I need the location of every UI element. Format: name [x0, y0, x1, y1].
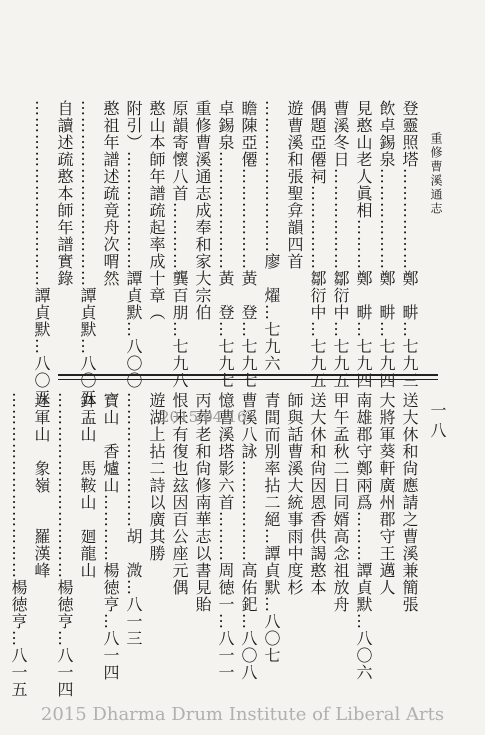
- toc-entry: 卓錫泉…………………黃 登…七九七: [216, 100, 235, 389]
- toc-entry: 附引）…………………譚貞默…八〇〇: [124, 100, 143, 389]
- page-number: 一八: [428, 402, 447, 442]
- toc-entry: ……………………………楊徳亨…八一五: [9, 392, 28, 698]
- toc-entry: 青間而別率拈二絕…譚貞默…八〇七: [262, 392, 281, 664]
- running-header-title: 重修曹溪通志: [429, 132, 443, 216]
- toc-entry: 憶曹溪塔影六首………周徳一…八一一: [216, 392, 235, 681]
- toc-entry: 曹溪冬日………………鄒衍中…七九五: [331, 100, 350, 389]
- toc-entry: 師與話曹溪大統事雨中度杉: [285, 392, 304, 596]
- toc-entry: 原韻寄懷八首…………龔百朋…七九八: [170, 100, 189, 389]
- toc-entry: 瞻陳亞僊………………黃 登…七九七: [239, 100, 258, 389]
- toc-entry: 大將軍葵軒廣州郡守王邁人: [377, 392, 396, 596]
- toc-entry: 送大休和尙應請之曹溪兼簡張: [400, 392, 419, 613]
- toc-entry: 飲卓錫泉………………鄭 畊…七九四: [377, 100, 396, 389]
- toc-entry: 遊湖上拈二詩以廣其勝: [147, 392, 166, 562]
- toc-entry: 見憨山老人眞相………鄭 畊…七九四: [354, 100, 373, 389]
- toc-entry: 曹溪八詠………………高佑釲…八〇八: [239, 392, 258, 681]
- toc-entry: 憨山本師年譜疏起率成十章（: [147, 100, 166, 321]
- toc-entry: 恨未有復也玆因百公座元偶: [170, 392, 189, 596]
- toc-entry: 鉢盂山 馬鞍山 廻龍山: [78, 392, 97, 579]
- toc-entry: 丙葬老和尙修南華志以書見貽: [193, 392, 212, 613]
- date-stamp: 2015-04-16: [160, 408, 247, 426]
- toc-entry: 自讀述疏憨本師年譜實錄: [55, 100, 74, 287]
- toc-entry: 重修曹溪通志成奉和家大宗伯: [193, 100, 212, 321]
- watermark-footer: 2015 Dharma Drum Institute of Liberal Arts: [40, 704, 445, 725]
- toc-entry: 憨祖年譜述疏竟舟次喟然: [101, 100, 120, 287]
- toc-entry: 甲午孟秋二日同婿高念祖放舟: [331, 392, 350, 613]
- toc-entry: 送大休和尙因恩香供謁憨本: [308, 392, 327, 596]
- toc-entry: 南雄郡守鄭兩爲………譚貞默…八〇六: [354, 392, 373, 681]
- divider-rule: [58, 374, 438, 376]
- toc-entry: ……………………………譚貞默…八〇五: [78, 100, 97, 406]
- toc-entry: 登靈照塔………………鄭 畊…七九三: [400, 100, 419, 389]
- divider-rule-thin: [58, 379, 438, 380]
- toc-entry: 偶題亞僊祠……………鄒衍中…七九五: [308, 100, 327, 389]
- toc-entry: ……………………………譚貞默…八〇五: [32, 100, 51, 406]
- toc-entry: 遊曹溪和張聖弇韻四首: [285, 100, 304, 270]
- toc-entry: ………………………廖 燿…七九六: [262, 100, 281, 372]
- toc-entry: 寶山 香爐山…………楊徳亨…八一四: [101, 392, 120, 681]
- toc-entry: ……………………………楊徳亨…八一四: [55, 392, 74, 698]
- toc-entry: ……………………胡 溦…八一三: [124, 392, 143, 647]
- toc-entry: 迷軍山 象嶺 羅漢峰: [32, 392, 51, 579]
